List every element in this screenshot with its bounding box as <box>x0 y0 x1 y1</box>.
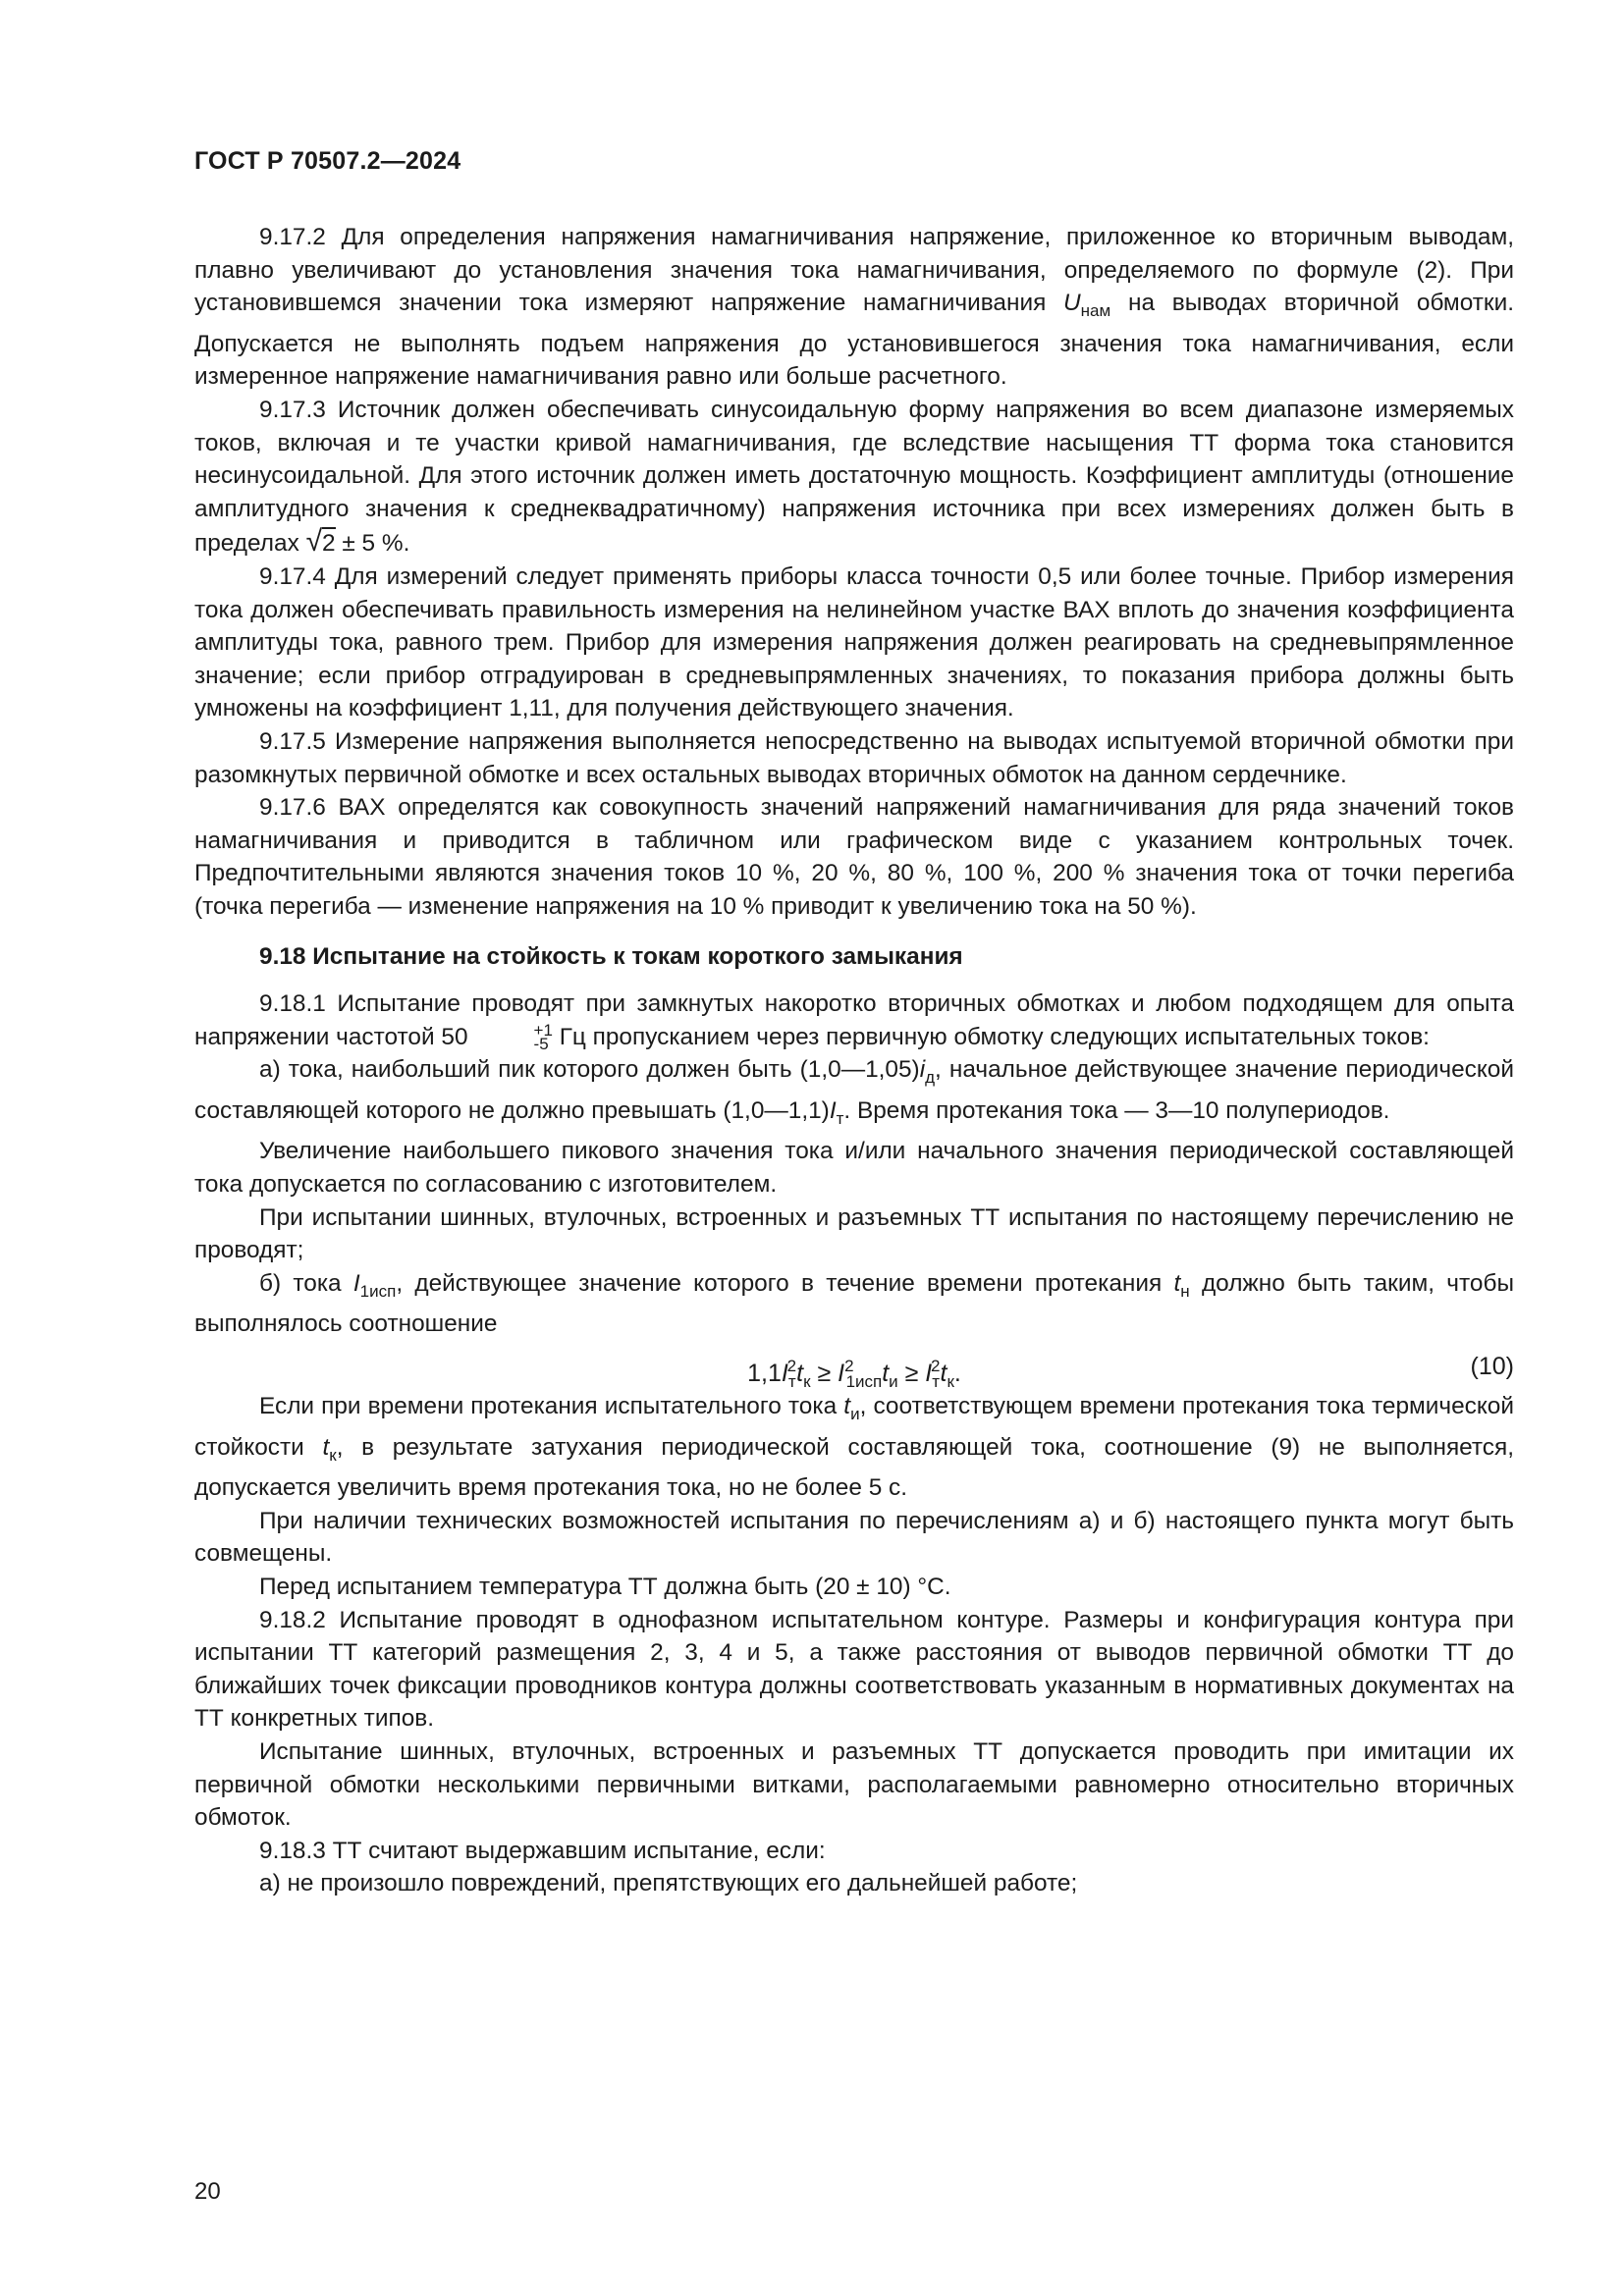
section-heading-9-18: 9.18 Испытание на стойкость к токам короткого замыкания <box>259 943 963 971</box>
paragraph-9-17-2: 9.17.2 Для определения напряжения намагничивания напряжение, приложенное ко вторичным выводам, плавно увеличивают до установления значения тока намагничивания, определяемого по формуле (2). При установившемся значении тока измеряют напряжение намагничивания $U_{нам}$ на выводах вторичной обмотки. Допускается не выполнять подъем напряжения до установившегося значения тока намагничивания, если измеренное напряжение намагничивания равно или больше расчетного. <box>194 224 1514 391</box>
paragraph-9-18-3: 9.18.3 ТТ считают выдержавшим испытание, если: <box>259 1837 826 1864</box>
paragraph-9-17-3: 9.17.3 Источник должен обеспечивать синусоидальную форму напряжения во всем диапазоне измеряемых токов, включая и те участки кривой намагничивания, где вследствие насыщения ТТ форма тока становится несинусоидальной. Для этого источник должен иметь достаточную мощность. Коэффициент амплитуды (отношение амплитудного значения к среднеквадратичному) напряжения источника при всех измерениях должен быть в пределах √2 ± 5 %. <box>194 396 1514 559</box>
frequency-tolerance: +1 -5 <box>533 1021 553 1054</box>
formula-expression: $1,1I_т^2t_к \ge I^2_{1исп}t_и \ge I_т^2t_к$. <box>747 1357 961 1391</box>
document-body <box>194 221 1514 1900</box>
document-header: ГОСТ Р 70507.2—2024 <box>194 147 461 175</box>
formula-10 <box>194 1347 1514 1391</box>
paragraph-peak-increase: Увеличение наибольшего пикового значения тока и/или начального значения периодической составляющей тока допускается по согласованию с изготовителем. <box>194 1138 1514 1199</box>
paragraph-combined-tests: При наличии технических возможностей испытания по перечислениям а) и б) настоящего пункта могут быть совмещены. <box>194 1507 1514 1568</box>
paragraph-9-17-4: 9.17.4 Для измерений следует применять приборы класса точности 0,5 или более точные. Прибор измерения тока должен обеспечивать правильность измерения на нелинейном участке ВАХ вплоть до значения коэффициента амплитуды тока, равного трем. Прибор для измерения напряжения должен реагировать на средневыпрямленное значение; если прибор отградуирован в средневыпрямленных значениях, то показания прибора должны быть умножены на коэффициент 1,11, для получения действующего значения. <box>194 562 1514 722</box>
paragraph-criterion-a: а) не произошло повреждений, препятствующих его дальнейшей работе; <box>259 1870 1078 1897</box>
paragraph-9-17-5: 9.17.5 Измерение напряжения выполняется непосредственно на выводах испытуемой вторичной обмотки при разомкнутых первичной обмотке и всех остальных выводах вторичных обмоток на данном сердечнике. <box>194 727 1514 788</box>
formula-number: (10) <box>1470 1353 1514 1380</box>
paragraph-item-b: б) тока $I_{1исп}$, действующее значение которого в течение времени протекания $t_н$ должно быть таким, чтобы выполнялось соотношение <box>194 1269 1514 1338</box>
paragraph-9-18-2: 9.18.2 Испытание проводят в однофазном испытательном контуре. Размеры и конфигурация контура при испытании ТТ категорий размещения 2, 3, 4 и 5, а также расстояния от выводов первичной обмотки ТТ до ближайших точек фиксации проводников контура должны соответствовать указанным в нормативных документах на ТТ конкретных типов. <box>194 1606 1514 1733</box>
paragraph-temperature: Перед испытанием температура ТТ должна быть (20 ± 10) °С. <box>259 1573 951 1600</box>
paragraph-item-a: а) тока, наибольший пик которого должен быть $(1,0—1,05)i_д$, начальное действующее значение периодической составляющей которого не должно превышать $(1,0—1,1)I_т$. Время протекания тока — 3—10 полупериодов. <box>194 1056 1514 1128</box>
sqrt-symbol: √ <box>305 525 323 559</box>
paragraph-9-17-6: 9.17.6 ВАХ определятся как совокупность значений напряжений намагничивания для ряда значений токов намагничивания и приводится в табличном или графическом виде с указанием контрольных точек. Предпочтительными являются значения токов 10 %, 20 %, 80 %, 100 %, 200 % значения тока от точки перегиба (точка перегиба — изменение напряжения на 10 % приводит к увеличению тока на 50 %). <box>194 794 1514 920</box>
paragraph-time-increase: Если при времени протекания испытательного тока $t_и$, соответствующем времени протекания тока термической стойкости $t_к$, в результате затухания периодической составляющей тока, соотношение (9) не выполняется, допускается увеличить время протекания тока, но не более 5 с. <box>194 1393 1514 1502</box>
paragraph-bus-ct-exception: При испытании шинных, втулочных, встроенных и разъемных ТТ испытания по настоящему перечислению не проводят; <box>194 1203 1514 1264</box>
paragraph-primary-imitation: Испытание шинных, втулочных, встроенных и разъемных ТТ допускается проводить при имитации их первичной обмотки несколькими первичными витками, располагаемыми равномерно относительно вторичных обмоток. <box>194 1737 1514 1832</box>
page-number: 20 <box>194 2178 221 2205</box>
paragraph-9-18-1: 9.18.1 Испытание проводят при замкнутых накоротко вторичных обмотках и любом подходящем для опыта напряжении частотой 50 +1 -5 Гц пропусканием через первичную обмотку следующих испытательных токов: <box>194 990 1514 1054</box>
